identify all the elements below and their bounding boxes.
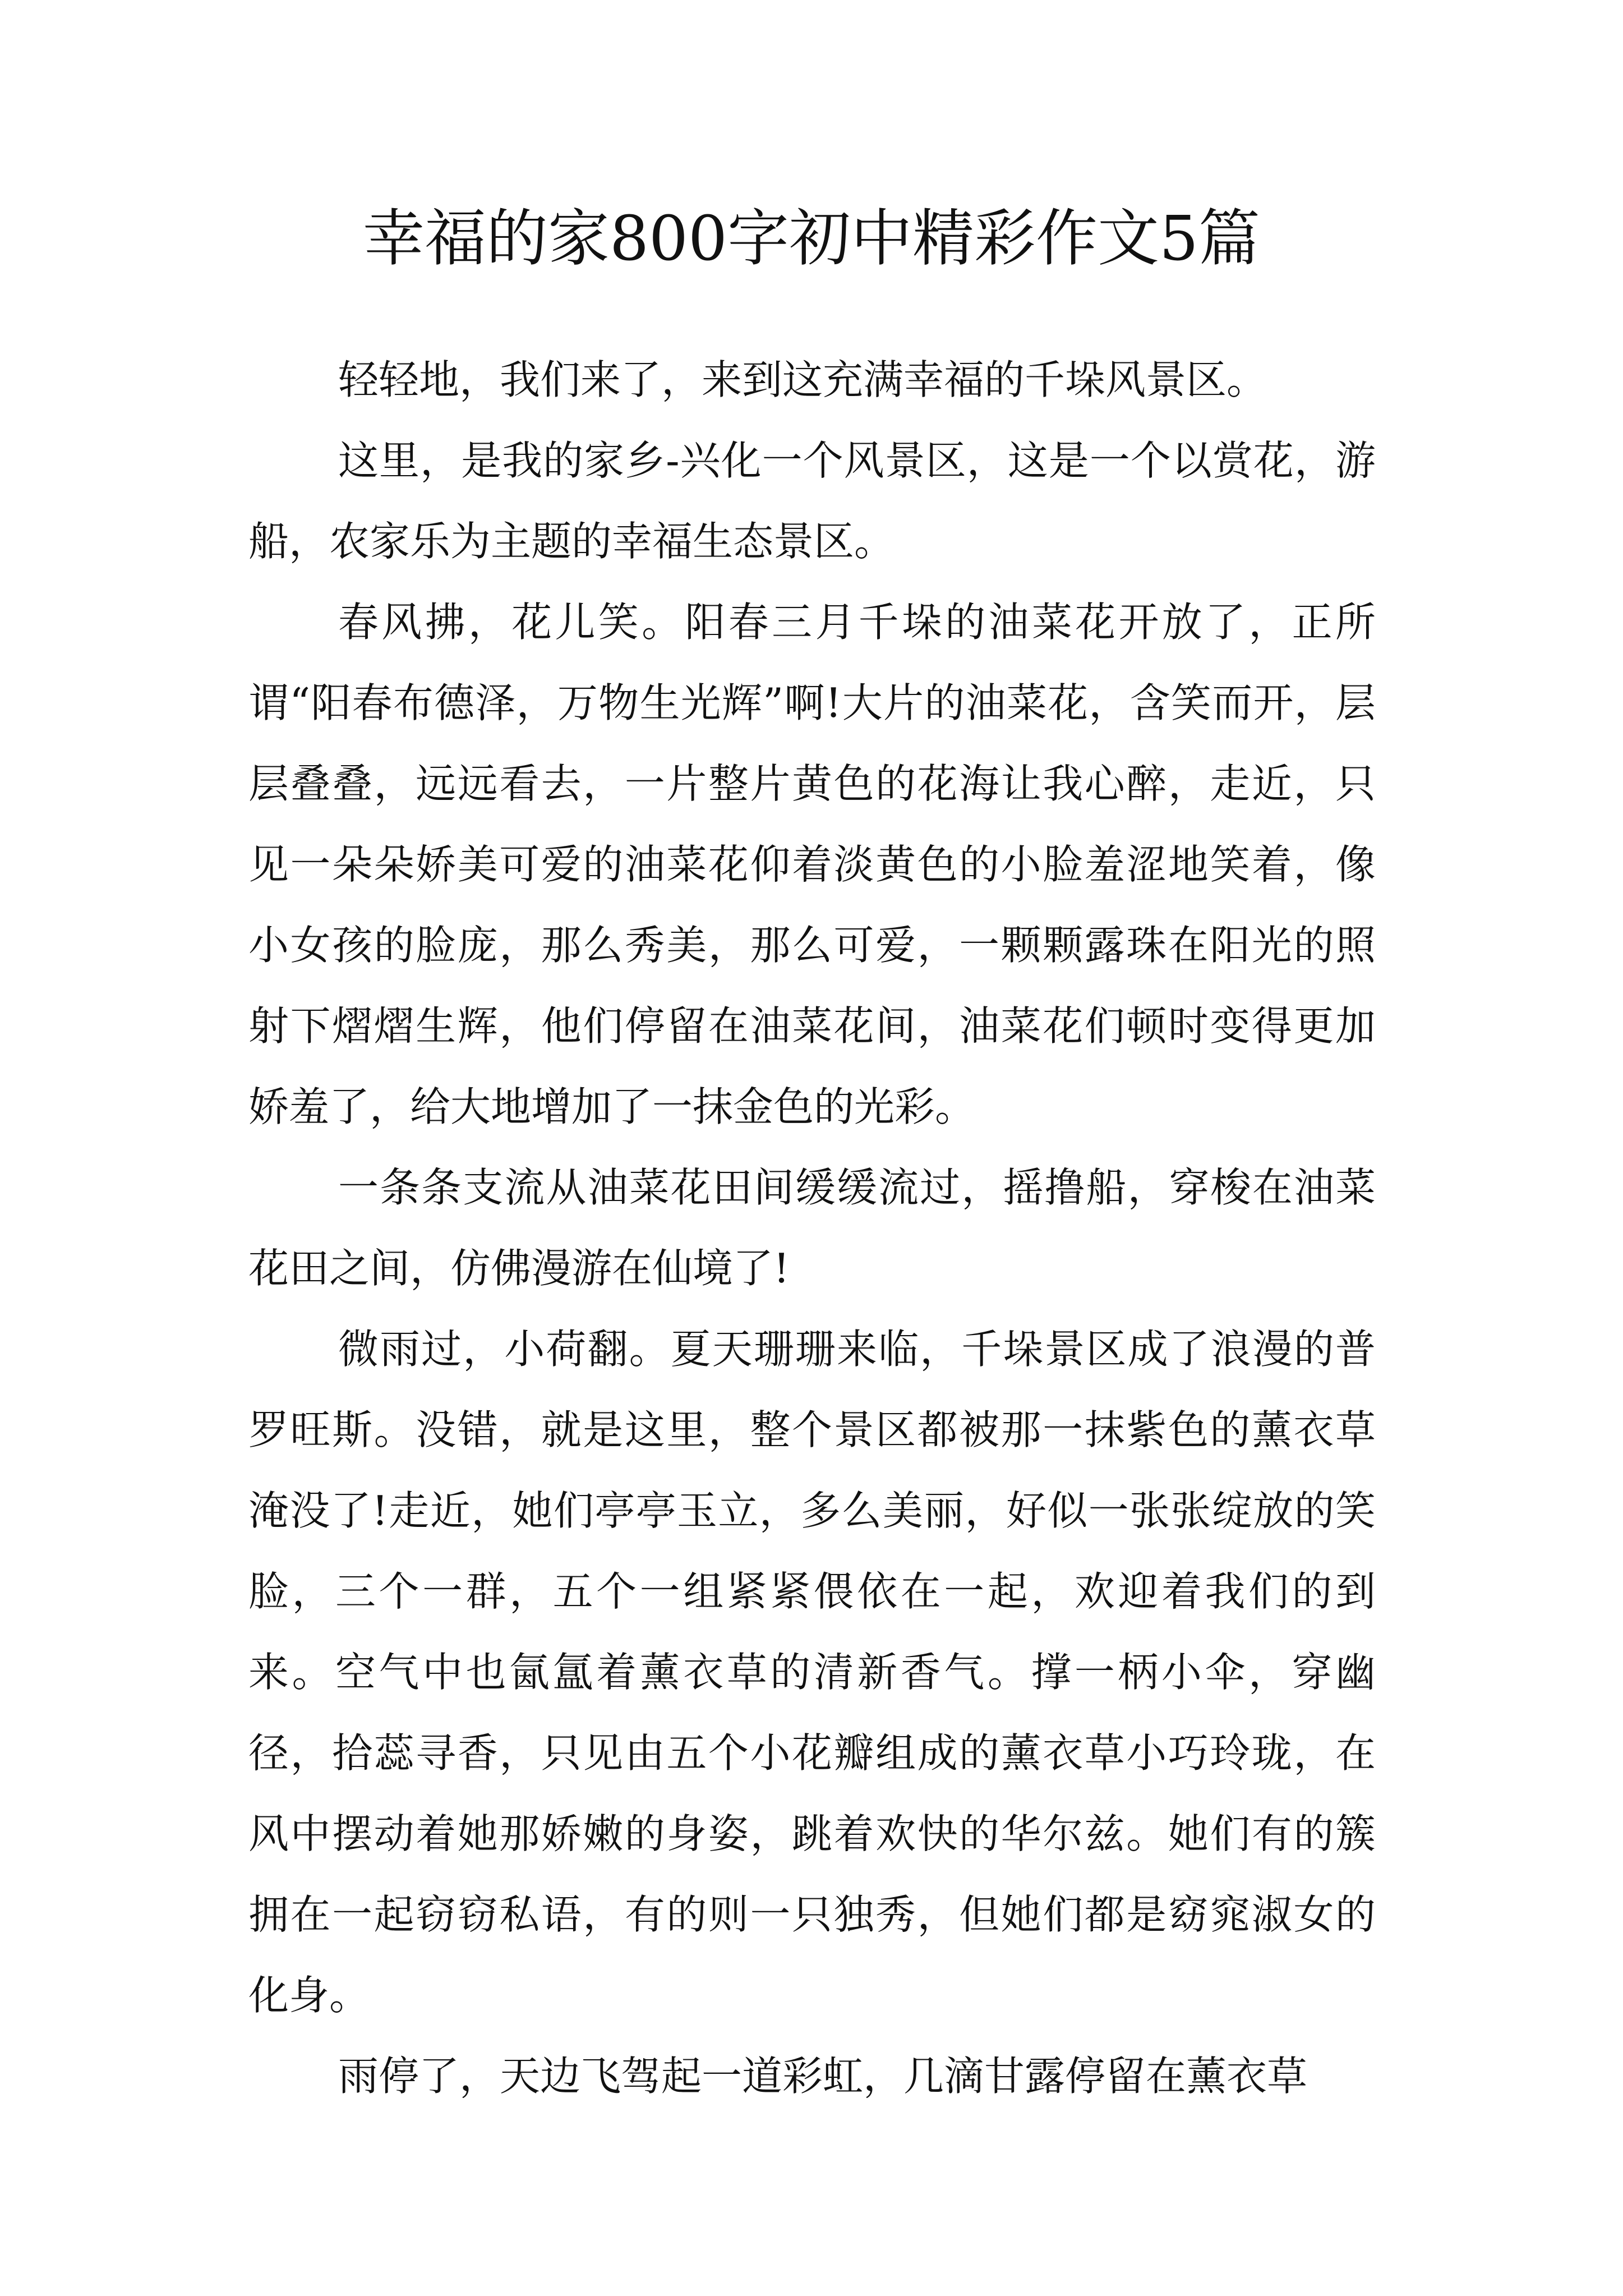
paragraph: 微雨过，小荷翻。夏天珊珊来临，千垛景区成了浪漫的普罗旺斯。没错，就是这里，整个景区都被那一抹紫色的薰衣草淹没了!走近，她们亭亭玉立，多么美丽，好似一张张绽放的笑脸，三个一群，五个一组紧紧偎依在一起，欢迎着我们的到来。空气中也氤氲着薰衣草的清新香气。撑一柄小伞，穿幽径，拾蕊寻香，只见由五个小花瓣组成的薰衣草小巧玲珑，在风中摆动着她那娇嫩的身姿，跳着欢快的华尔兹。她们有的簇拥在一起窃窃私语，有的则一只独秀，但她们都是窈窕淑女的化身。 [248,1326,1376,2019]
paragraph: 春风拂，花儿笑。阳春三月千垛的油菜花开放了，正所谓“阳春布德泽，万物生光辉”啊!大片的油菜花，含笑而开，层层叠叠，远远看去，一片整片黄色的花海让我心醉，走近，只见一朵朵娇美可爱的油菜花仰着淡黄色的小脸羞涩地笑着，像小女孩的脸庞，那么秀美，那么可爱，一颗颗露珠在阳光的照射下熠熠生辉，他们停留在油菜花间，油菜花们顿时变得更加娇羞了，给大地增加了一抹金色的光彩。 [248,599,1376,1130]
paragraph: 一条条支流从油菜花田间缓缓流过，摇撸船，穿梭在油菜花田之间，仿佛漫游在仙境了! [248,1164,1376,1292]
document-body [248,339,1376,2116]
document-title: 幸福的家800字初中精彩作文5篇 [363,203,1260,274]
paragraph: 这里，是我的家乡-兴化一个风景区，这是一个以赏花，游船，农家乐为主题的幸福生态景区。 [248,437,1376,565]
paragraph: 雨停了，天边飞驾起一道彩虹，几滴甘露停留在薰衣草 [338,2053,1308,2100]
paragraph: 轻轻地，我们来了，来到这充满幸福的千垛风景区。 [338,356,1267,403]
